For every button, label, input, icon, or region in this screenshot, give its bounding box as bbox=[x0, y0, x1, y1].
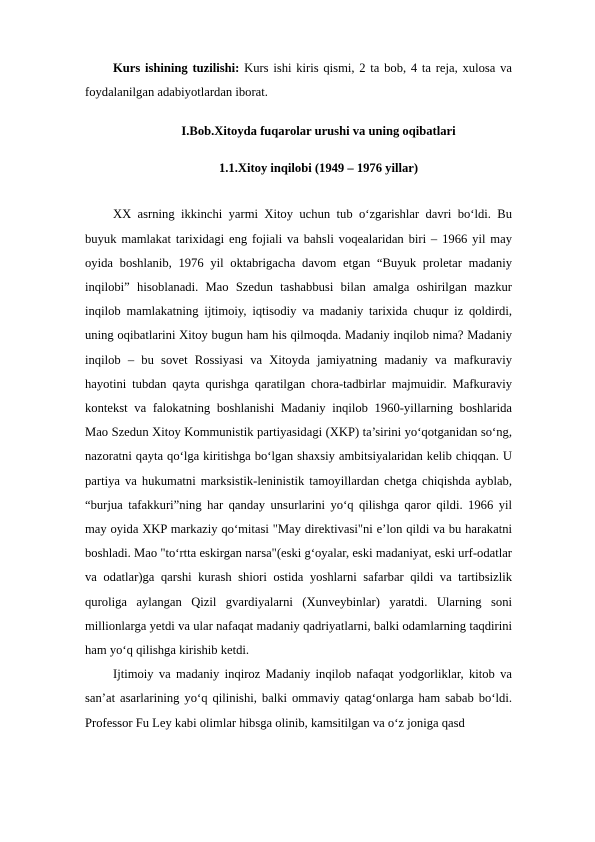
body-paragraph-1: XX asrning ikkinchi yarmi Xitoy uchun tub o‘zgarishlar davri bo‘ldi. Bu buyuk mamlakat tarixidagi eng fojiali va bahsli voqealaridan biri – 1966 yil may oyida boshlanib, 1976 yil oktabrigacha davom etgan “Buyuk proletar madaniy inqilobi” hisoblanadi. Mao Szedun tashabbusi bilan amalga oshirilgan mazkur inqilob mamlakatning ijtimoiy, iqtisodiy va madaniy tarixida chuqur iz qoldirdi, uning oqibatlarini Xitoy bugun ham his qilmoqda. Madaniy inqilob nima? Madaniy inqilob – bu sovet Rossiyasi va Xitoyda jamiyatning madaniy va mafkuraviy hayotini tubdan qayta qurishga qaratilgan chora-tadbirlar majmuidir. Mafkuraviy kontekst va falokatning boshlanishi Madaniy inqilob 1960-yillarning boshlarida Mao Szedun Xitoy Kommunistik partiyasidagi (XKP) ta’sirini yo‘qotganidan so‘ng, nazoratni qayta qo‘lga kiritishga bo‘lgan shaxsiy ambitsiyalaridan kelib chiqqan. U partiya va hukumatni marksistik-leninistik tamoyillardan chetga chiqishda ayblab, “burjua tafakkuri”ning har qanday unsurlarini yo‘q qilishga qaror qildi. 1966 yil may oyida XKP markaziy qo‘mitasi "May direktivasi"ni e’lon qildi va bu harakatni boshladi. Mao "to‘rtta eskirgan narsa"(eski g‘oyalar, eski madaniyat, eski urf-odatlar va odatlar)ga qarshi kurash shiori ostida yoshlarni safarbar qildi va tartibsizlik quroliga aylangan Qizil gvardiyalarni (Xunveybinlar) yaratdi. Ularning soni millionlarga yetdi va ular nafaqat madaniy qadriyatlarni, balki odamlarning taqdirini ham yo‘q qilishga kirishib ketdi. bbox=[85, 207, 512, 658]
chapter-title: I.Bob.Xitoyda fuqarolar urushi va uning oqibatlari bbox=[181, 124, 456, 139]
intro-paragraph bbox=[85, 56, 512, 104]
intro-label: Kurs ishining tuzilishi: bbox=[113, 61, 240, 75]
intro-text: Kurs ishi kiris qismi, 2 ta bob, 4 ta reja, xulosa va foydalanilgan adabiyotlardan iborat. bbox=[85, 61, 512, 100]
section-title: 1.1.Xitoy inqilobi (1949 – 1976 yillar) bbox=[218, 161, 419, 176]
document-page bbox=[85, 56, 512, 735]
body-paragraph-2: Ijtimoiy va madaniy inqiroz Madaniy inqilob nafaqat yodgorliklar, kitob va san’at asarlarining yo‘q qilinishi, balki ommaviy qatag‘onlarga ham sabab bo‘ldi. Professor Fu Ley kabi olimlar hibsga olinib, kamsitilgan va o‘z joniga qasd bbox=[85, 667, 512, 730]
